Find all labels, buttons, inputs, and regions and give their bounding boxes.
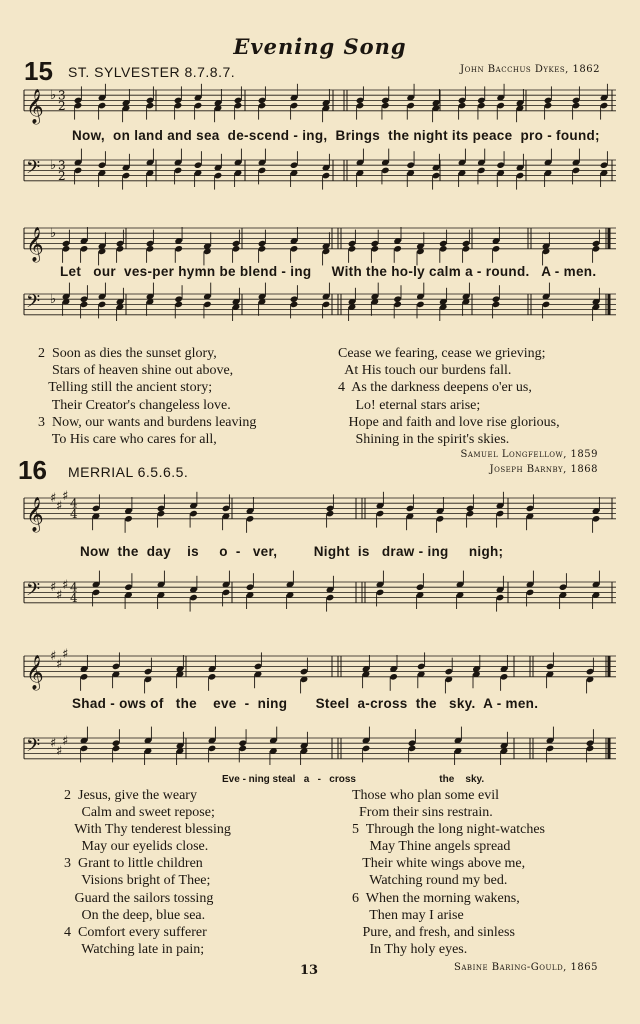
verse-line: Calm and sweet repose; [64,805,215,821]
verse-line: Those who plan some evil [352,788,499,803]
key-signature: ♯ [56,499,63,514]
time-signature-top: 3 [58,88,66,103]
verse-line: 6 When the morning wakens, [352,890,520,906]
verse-line: Stars of heaven shine out above, [38,363,234,379]
hymn-16-verses-left [64,787,354,958]
key-signature: ♯ [62,489,69,504]
verse-line: May our eyelids close. [64,839,209,855]
key-signature: ♯ [56,657,63,672]
hymn-16-tune: MERRIAL 6.5.6.5. [68,464,189,480]
hymn-15-composer: John Bacchus Dykes, 1862 [460,64,600,75]
key-signature: ♭ [50,158,57,173]
hymn-15-author: Samuel Longfellow, 1859 [460,449,598,460]
verse-line: Lo! eternal stars arise; [338,397,481,413]
time-signature-top: 4 [70,580,78,595]
key-signature: ♯ [50,649,57,664]
key-signature: ♯ [62,734,69,749]
verse-line: Their white wings above me, [352,856,526,872]
bass-clef: 𝄢 [26,157,41,183]
verse-line: Cease we fearing, cease we grieving; [338,346,546,361]
verse-line: Visions bright of Thee; [64,873,211,889]
verse-line: 2 Soon as dies the sunset glory, [38,346,217,361]
hymn-15-verses-left [38,345,338,448]
key-signature: ♯ [50,491,57,506]
hymn-16-number: 16 [18,455,47,485]
hymn-15-verses-right [338,345,628,448]
treble-clef: 𝄞 [26,496,44,532]
time-signature-bottom: 2 [58,98,66,113]
hymn-16-composer: Joseph Barnby, 1868 [489,464,598,475]
page-number: 13 [300,963,319,978]
time-signature-top: 3 [58,158,66,173]
verse-line: Their Creator's changeless love. [38,397,231,413]
verse-line: To His care who cares for all, [38,432,217,448]
time-signature-bottom: 4 [70,506,78,521]
verse-line: Watching round my bed. [352,873,508,889]
bass-clef: 𝄢 [26,291,41,317]
key-signature: ♯ [62,578,69,593]
hymn-15-lyric-line-2: Let our ves-per hymn be blend - ing With the ho-ly calm a - round. A - men. [60,264,597,279]
page-title: Evening Song [233,34,407,59]
key-signature: ♯ [56,588,63,603]
verse-line: 3 Grant to little children [64,856,203,872]
hymn-15-tune: ST. SYLVESTER 8.7.8.7. [68,64,236,80]
time-signature-bottom: 2 [58,168,66,183]
time-signature-top: 4 [70,496,78,511]
verse-line: Pure, and fresh, and sinless [352,924,515,940]
hymn-15-number: 15 [24,56,53,86]
key-signature: ♯ [56,744,63,759]
verse-line: With Thy tenderest blessing [64,822,231,838]
hymn-16-verses-right [352,787,612,958]
hymn-15-lyric-line-1: Now, on land and sea de-scend - ing, Brings the night its peace pro - found; [72,128,600,143]
treble-clef: 𝄞 [26,88,44,124]
hymn-16-author: Sabine Baring-Gould, 1865 [454,962,598,973]
key-signature: ♭ [50,226,57,241]
hymn-16-lyric-line-1: Now the day is o - ver, Night is draw - ing nigh; [80,544,504,559]
hymn-16-lyric-line-2: Shad - ows of the eve - ning Steel a-cross the sky. A - men. [72,696,539,711]
treble-clef: 𝄞 [26,654,44,690]
time-signature-bottom: 4 [70,590,78,605]
treble-clef: 𝄞 [26,226,44,262]
verse-line: May Thine angels spread [352,839,511,855]
key-signature: ♭ [50,88,57,103]
verse-line: Shining in the spirit's skies. [338,432,510,448]
verse-line: From their sins restrain. [352,805,493,821]
verse-line: 4 As the darkness deepens o'er us, [338,380,532,396]
verse-line: Hope and faith and love rise glorious, [338,414,560,430]
verse-line: 5 Through the long night-watches [352,822,545,838]
verse-line: Then may I arise [352,907,464,923]
verse-line: Guard the sailors tossing [64,890,214,906]
hymn-16-bass-lyric: Eve - ning steal a - cross the sky. [222,774,485,785]
bass-clef: 𝄢 [26,735,41,761]
verse-line: 2 Jesus, give the weary [64,788,197,803]
verse-line: Watching late in pain; [64,941,205,957]
verse-line: 3 Now, our wants and burdens leaving [38,414,257,430]
key-signature: ♭ [50,292,57,307]
bass-clef: 𝄢 [26,579,41,605]
key-signature: ♯ [50,580,57,595]
verse-line: On the deep, blue sea. [64,907,206,923]
verse-line: Telling still the ancient story; [38,380,213,396]
key-signature: ♯ [50,736,57,751]
key-signature: ♯ [62,647,69,662]
verse-line: At His touch our burdens fall. [338,363,512,379]
verse-line: 4 Comfort every sufferer [64,924,207,940]
verse-line: In Thy holy eyes. [352,941,468,957]
